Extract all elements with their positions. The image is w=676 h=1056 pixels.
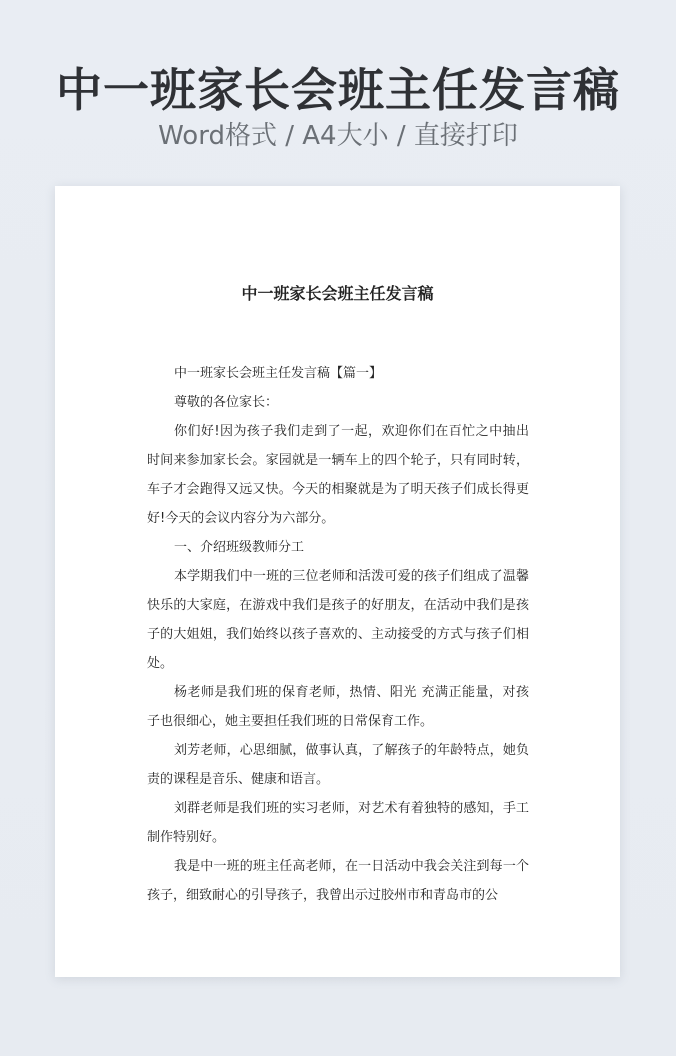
document-title: 中一班家长会班主任发言稿: [241, 284, 434, 303]
document-paragraph: 中一班家长会班主任发言稿【篇一】: [174, 366, 383, 381]
page-title: 中一班家长会班主任发言稿: [56, 63, 620, 117]
document-paragraph: 刘群老师是我们班的实习老师，对艺术有着独特的感知，手工制作特别好。: [147, 801, 529, 845]
page-header: [0, 0, 676, 180]
document-paragraph: 刘芳老师，心思细腻，做事认真，了解孩子的年龄特点，她负责的课程是音乐、健康和语言。: [147, 743, 529, 787]
document-paragraph: 我是中一班的班主任高老师，在一日活动中我会关注到每一个孩子，细致耐心的引导孩子，我曾出示过胶州市和青岛市的公: [147, 859, 529, 903]
document-paragraph: 你们好!因为孩子我们走到了一起，欢迎你们在百忙之中抽出时间来参加家长会。家园就是一辆车上的四个轮子，只有同时转，车子才会跑得又远又快。今天的相聚就是为了明天孩子们成长得更好!今天的会议内容分为六部分。: [147, 424, 529, 526]
document-body: [147, 359, 529, 910]
document-paragraph: 尊敬的各位家长：: [174, 395, 279, 410]
page-subtitle: Word格式 / A4大小 / 直接打印: [158, 121, 518, 151]
document-paragraph: 一、介绍班级教师分工: [174, 540, 305, 555]
document-page: [55, 186, 620, 977]
document-paragraph: 杨老师是我们班的保育老师，热情、阳光 充满正能量，对孩子也很细心，她主要担任我们班的日常保育工作。: [147, 685, 529, 729]
document-paragraph: 本学期我们中一班的三位老师和活泼可爱的孩子们组成了温馨快乐的大家庭，在游戏中我们是孩子的好朋友，在活动中我们是孩子的大姐姐，我们始终以孩子喜欢的、主动接受的方式与孩子们相处。: [147, 569, 529, 671]
